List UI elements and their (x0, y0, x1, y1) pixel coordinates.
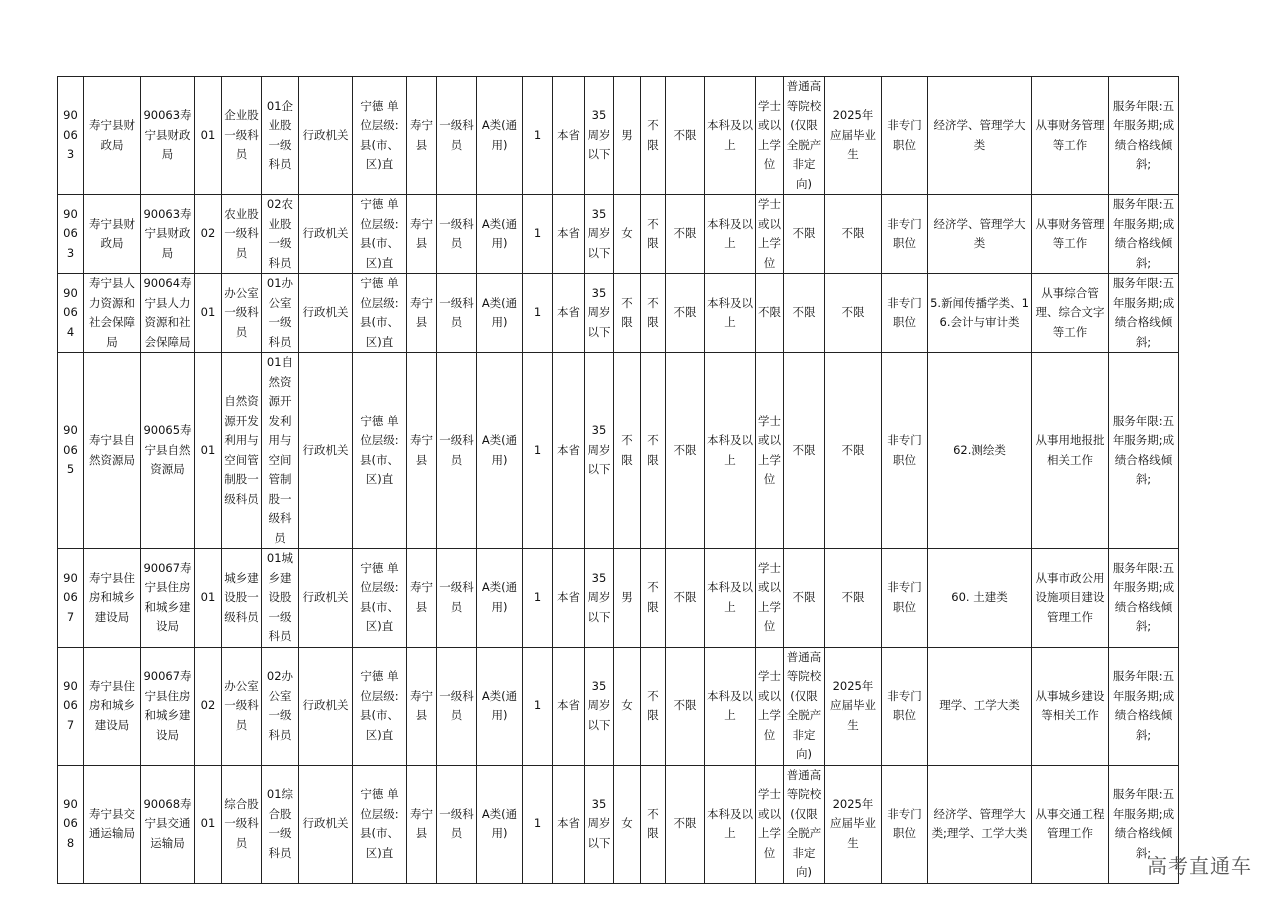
cell-headcount: 1 (523, 353, 553, 549)
cell-post-code-name: 01自然资源开发利用与空间管制股一级科员 (262, 353, 299, 549)
cell-post-code-name: 01办公室一级科员 (262, 274, 299, 353)
cell-duties: 从事市政公用设施项目建设管理工作 (1032, 549, 1109, 648)
cell-notes: 服务年限:五年服务期;成绩合格线倾斜; (1109, 765, 1179, 883)
cell-ethnicity: 不限 (641, 353, 666, 549)
cell-headcount: 1 (523, 647, 553, 765)
cell-unit-name: 寿宁县人力资源和社会保障局 (84, 274, 141, 353)
cell-unit-level: 宁德 单位层级:县(市、区)直 (353, 549, 407, 648)
cell-age: 35周岁以下 (585, 77, 614, 195)
cell-rank: 一级科员 (437, 647, 477, 765)
cell-unit-type: 行政机关 (299, 274, 353, 353)
cell-unit-type: 行政机关 (299, 195, 353, 274)
cell-graduate-type: 2025年应届毕业生 (825, 77, 882, 195)
cell-unit-code-name: 90063寿宁县财政局 (141, 77, 195, 195)
cell-post-type: 非专门职位 (882, 195, 928, 274)
cell-major: 经济学、管理学大类 (928, 195, 1032, 274)
cell-rank: 一级科员 (437, 195, 477, 274)
cell-education: 本科及以上 (705, 195, 756, 274)
cell-notes: 服务年限:五年服务期;成绩合格线倾斜; (1109, 77, 1179, 195)
cell-gender: 女 (614, 647, 641, 765)
cell-political-status: 不限 (666, 647, 705, 765)
cell-political-status: 不限 (666, 77, 705, 195)
cell-rank: 一级科员 (437, 353, 477, 549)
cell-gender: 女 (614, 195, 641, 274)
cell-unit-level: 宁德 单位层级:县(市、区)直 (353, 353, 407, 549)
cell-location: 寿宁县 (407, 353, 437, 549)
cell-post-name: 农业股一级科员 (222, 195, 262, 274)
cell-unit-type: 行政机关 (299, 549, 353, 648)
cell-education: 本科及以上 (705, 647, 756, 765)
cell-age: 35周岁以下 (585, 647, 614, 765)
cell-education: 本科及以上 (705, 274, 756, 353)
cell-graduate-type: 不限 (825, 549, 882, 648)
cell-post-code: 90063 (58, 195, 84, 274)
cell-school-type: 普通高等院校(仅限全脱产非定向) (784, 765, 825, 883)
table-row (58, 77, 1179, 195)
cell-household: 本省 (553, 549, 585, 648)
cell-duties: 从事城乡建设等相关工作 (1032, 647, 1109, 765)
cell-major: 60. 土建类 (928, 549, 1032, 648)
cell-household: 本省 (553, 647, 585, 765)
cell-unit-name: 寿宁县财政局 (84, 77, 141, 195)
cell-exam-category: A类(通用) (477, 765, 523, 883)
cell-household: 本省 (553, 77, 585, 195)
cell-major: 经济学、管理学大类;理学、工学大类 (928, 765, 1032, 883)
cell-unit-code-name: 90067寿宁县住房和城乡建设局 (141, 549, 195, 648)
cell-location: 寿宁县 (407, 647, 437, 765)
cell-exam-category: A类(通用) (477, 77, 523, 195)
cell-age: 35周岁以下 (585, 274, 614, 353)
cell-location: 寿宁县 (407, 195, 437, 274)
cell-post-number: 02 (195, 647, 222, 765)
cell-political-status: 不限 (666, 274, 705, 353)
cell-gender: 男 (614, 549, 641, 648)
cell-unit-level: 宁德 单位层级:县(市、区)直 (353, 647, 407, 765)
cell-unit-code-name: 90064寿宁县人力资源和社会保障局 (141, 274, 195, 353)
cell-headcount: 1 (523, 195, 553, 274)
cell-unit-type: 行政机关 (299, 77, 353, 195)
table-row (58, 353, 1179, 549)
cell-notes: 服务年限:五年服务期;成绩合格线倾斜; (1109, 353, 1179, 549)
cell-exam-category: A类(通用) (477, 647, 523, 765)
cell-political-status: 不限 (666, 765, 705, 883)
cell-unit-name: 寿宁县住房和城乡建设局 (84, 549, 141, 648)
cell-duties: 从事财务管理等工作 (1032, 195, 1109, 274)
cell-school-type: 不限 (784, 549, 825, 648)
cell-location: 寿宁县 (407, 765, 437, 883)
cell-notes: 服务年限:五年服务期;成绩合格线倾斜; (1109, 549, 1179, 648)
cell-household: 本省 (553, 274, 585, 353)
cell-post-number: 01 (195, 549, 222, 648)
cell-location: 寿宁县 (407, 77, 437, 195)
cell-unit-level: 宁德 单位层级:县(市、区)直 (353, 274, 407, 353)
cell-major: 5.新闻传播学类、16.会计与审计类 (928, 274, 1032, 353)
cell-graduate-type: 2025年应届毕业生 (825, 765, 882, 883)
table-row (58, 549, 1179, 648)
cell-headcount: 1 (523, 274, 553, 353)
cell-exam-category: A类(通用) (477, 195, 523, 274)
cell-unit-code-name: 90065寿宁县自然资源局 (141, 353, 195, 549)
cell-gender: 男 (614, 77, 641, 195)
cell-unit-name: 寿宁县交通运输局 (84, 765, 141, 883)
cell-education: 本科及以上 (705, 765, 756, 883)
cell-degree: 学士或以上学位 (756, 353, 784, 549)
cell-political-status: 不限 (666, 195, 705, 274)
cell-major: 62.测绘类 (928, 353, 1032, 549)
cell-education: 本科及以上 (705, 549, 756, 648)
cell-degree: 学士或以上学位 (756, 77, 784, 195)
cell-duties: 从事综合管理、综合文字等工作 (1032, 274, 1109, 353)
table-row (58, 647, 1179, 765)
cell-post-name: 自然资源开发利用与空间管制股一级科员 (222, 353, 262, 549)
cell-exam-category: A类(通用) (477, 274, 523, 353)
cell-degree: 不限 (756, 274, 784, 353)
cell-duties: 从事财务管理等工作 (1032, 77, 1109, 195)
cell-post-number: 02 (195, 195, 222, 274)
cell-graduate-type: 不限 (825, 353, 882, 549)
cell-unit-type: 行政机关 (299, 647, 353, 765)
recruitment-table (57, 76, 1179, 884)
cell-household: 本省 (553, 353, 585, 549)
table-row (58, 195, 1179, 274)
cell-post-name: 综合股一级科员 (222, 765, 262, 883)
table-row (58, 274, 1179, 353)
cell-exam-category: A类(通用) (477, 353, 523, 549)
cell-post-code: 90067 (58, 549, 84, 648)
cell-post-number: 01 (195, 274, 222, 353)
cell-duties: 从事用地报批相关工作 (1032, 353, 1109, 549)
cell-post-code-name: 01综合股一级科员 (262, 765, 299, 883)
cell-post-type: 非专门职位 (882, 77, 928, 195)
cell-post-type: 非专门职位 (882, 765, 928, 883)
cell-post-type: 非专门职位 (882, 549, 928, 648)
cell-school-type: 不限 (784, 195, 825, 274)
cell-location: 寿宁县 (407, 549, 437, 648)
cell-post-code-name: 02办公室一级科员 (262, 647, 299, 765)
cell-school-type: 不限 (784, 274, 825, 353)
cell-post-name: 城乡建设股一级科员 (222, 549, 262, 648)
cell-exam-category: A类(通用) (477, 549, 523, 648)
cell-unit-level: 宁德 单位层级:县(市、区)直 (353, 77, 407, 195)
cell-major: 理学、工学大类 (928, 647, 1032, 765)
cell-school-type: 普通高等院校(仅限全脱产非定向) (784, 647, 825, 765)
cell-graduate-type: 不限 (825, 274, 882, 353)
cell-post-code-name: 02农业股一级科员 (262, 195, 299, 274)
cell-headcount: 1 (523, 549, 553, 648)
cell-post-code: 90064 (58, 274, 84, 353)
cell-post-code-name: 01企业股一级科员 (262, 77, 299, 195)
watermark-text: 高考直通车 (1147, 854, 1252, 878)
cell-unit-level: 宁德 单位层级:县(市、区)直 (353, 765, 407, 883)
cell-post-code: 90065 (58, 353, 84, 549)
cell-post-number: 01 (195, 77, 222, 195)
cell-school-type: 不限 (784, 353, 825, 549)
cell-gender: 不限 (614, 274, 641, 353)
cell-ethnicity: 不限 (641, 549, 666, 648)
cell-post-code-name: 01城乡建设股一级科员 (262, 549, 299, 648)
cell-graduate-type: 不限 (825, 195, 882, 274)
cell-headcount: 1 (523, 77, 553, 195)
cell-graduate-type: 2025年应届毕业生 (825, 647, 882, 765)
cell-degree: 学士或以上学位 (756, 195, 784, 274)
cell-post-name: 企业股一级科员 (222, 77, 262, 195)
cell-unit-code-name: 90068寿宁县交通运输局 (141, 765, 195, 883)
table-row (58, 765, 1179, 883)
cell-ethnicity: 不限 (641, 195, 666, 274)
cell-gender: 不限 (614, 353, 641, 549)
cell-location: 寿宁县 (407, 274, 437, 353)
cell-degree: 学士或以上学位 (756, 647, 784, 765)
cell-age: 35周岁以下 (585, 549, 614, 648)
cell-notes: 服务年限:五年服务期;成绩合格线倾斜; (1109, 274, 1179, 353)
cell-age: 35周岁以下 (585, 765, 614, 883)
cell-education: 本科及以上 (705, 353, 756, 549)
cell-degree: 学士或以上学位 (756, 765, 784, 883)
cell-unit-name: 寿宁县自然资源局 (84, 353, 141, 549)
cell-post-number: 01 (195, 765, 222, 883)
cell-ethnicity: 不限 (641, 765, 666, 883)
cell-rank: 一级科员 (437, 549, 477, 648)
cell-duties: 从事交通工程管理工作 (1032, 765, 1109, 883)
cell-unit-name: 寿宁县财政局 (84, 195, 141, 274)
cell-ethnicity: 不限 (641, 274, 666, 353)
cell-political-status: 不限 (666, 549, 705, 648)
cell-unit-level: 宁德 单位层级:县(市、区)直 (353, 195, 407, 274)
cell-post-number: 01 (195, 353, 222, 549)
cell-headcount: 1 (523, 765, 553, 883)
cell-political-status: 不限 (666, 353, 705, 549)
cell-degree: 学士或以上学位 (756, 549, 784, 648)
cell-post-code: 90067 (58, 647, 84, 765)
cell-unit-code-name: 90063寿宁县财政局 (141, 195, 195, 274)
cell-age: 35周岁以下 (585, 195, 614, 274)
cell-notes: 服务年限:五年服务期;成绩合格线倾斜; (1109, 195, 1179, 274)
cell-post-type: 非专门职位 (882, 274, 928, 353)
cell-notes: 服务年限:五年服务期;成绩合格线倾斜; (1109, 647, 1179, 765)
cell-post-code: 90063 (58, 77, 84, 195)
cell-post-name: 办公室一级科员 (222, 647, 262, 765)
cell-unit-type: 行政机关 (299, 353, 353, 549)
cell-post-name: 办公室一级科员 (222, 274, 262, 353)
cell-post-code: 90068 (58, 765, 84, 883)
cell-education: 本科及以上 (705, 77, 756, 195)
cell-ethnicity: 不限 (641, 647, 666, 765)
cell-unit-code-name: 90067寿宁县住房和城乡建设局 (141, 647, 195, 765)
cell-age: 35周岁以下 (585, 353, 614, 549)
cell-school-type: 普通高等院校(仅限全脱产非定向) (784, 77, 825, 195)
cell-rank: 一级科员 (437, 274, 477, 353)
cell-post-type: 非专门职位 (882, 647, 928, 765)
cell-rank: 一级科员 (437, 77, 477, 195)
cell-unit-type: 行政机关 (299, 765, 353, 883)
cell-ethnicity: 不限 (641, 77, 666, 195)
cell-post-type: 非专门职位 (882, 353, 928, 549)
cell-household: 本省 (553, 195, 585, 274)
cell-major: 经济学、管理学大类 (928, 77, 1032, 195)
cell-unit-name: 寿宁县住房和城乡建设局 (84, 647, 141, 765)
cell-household: 本省 (553, 765, 585, 883)
cell-gender: 女 (614, 765, 641, 883)
cell-rank: 一级科员 (437, 765, 477, 883)
